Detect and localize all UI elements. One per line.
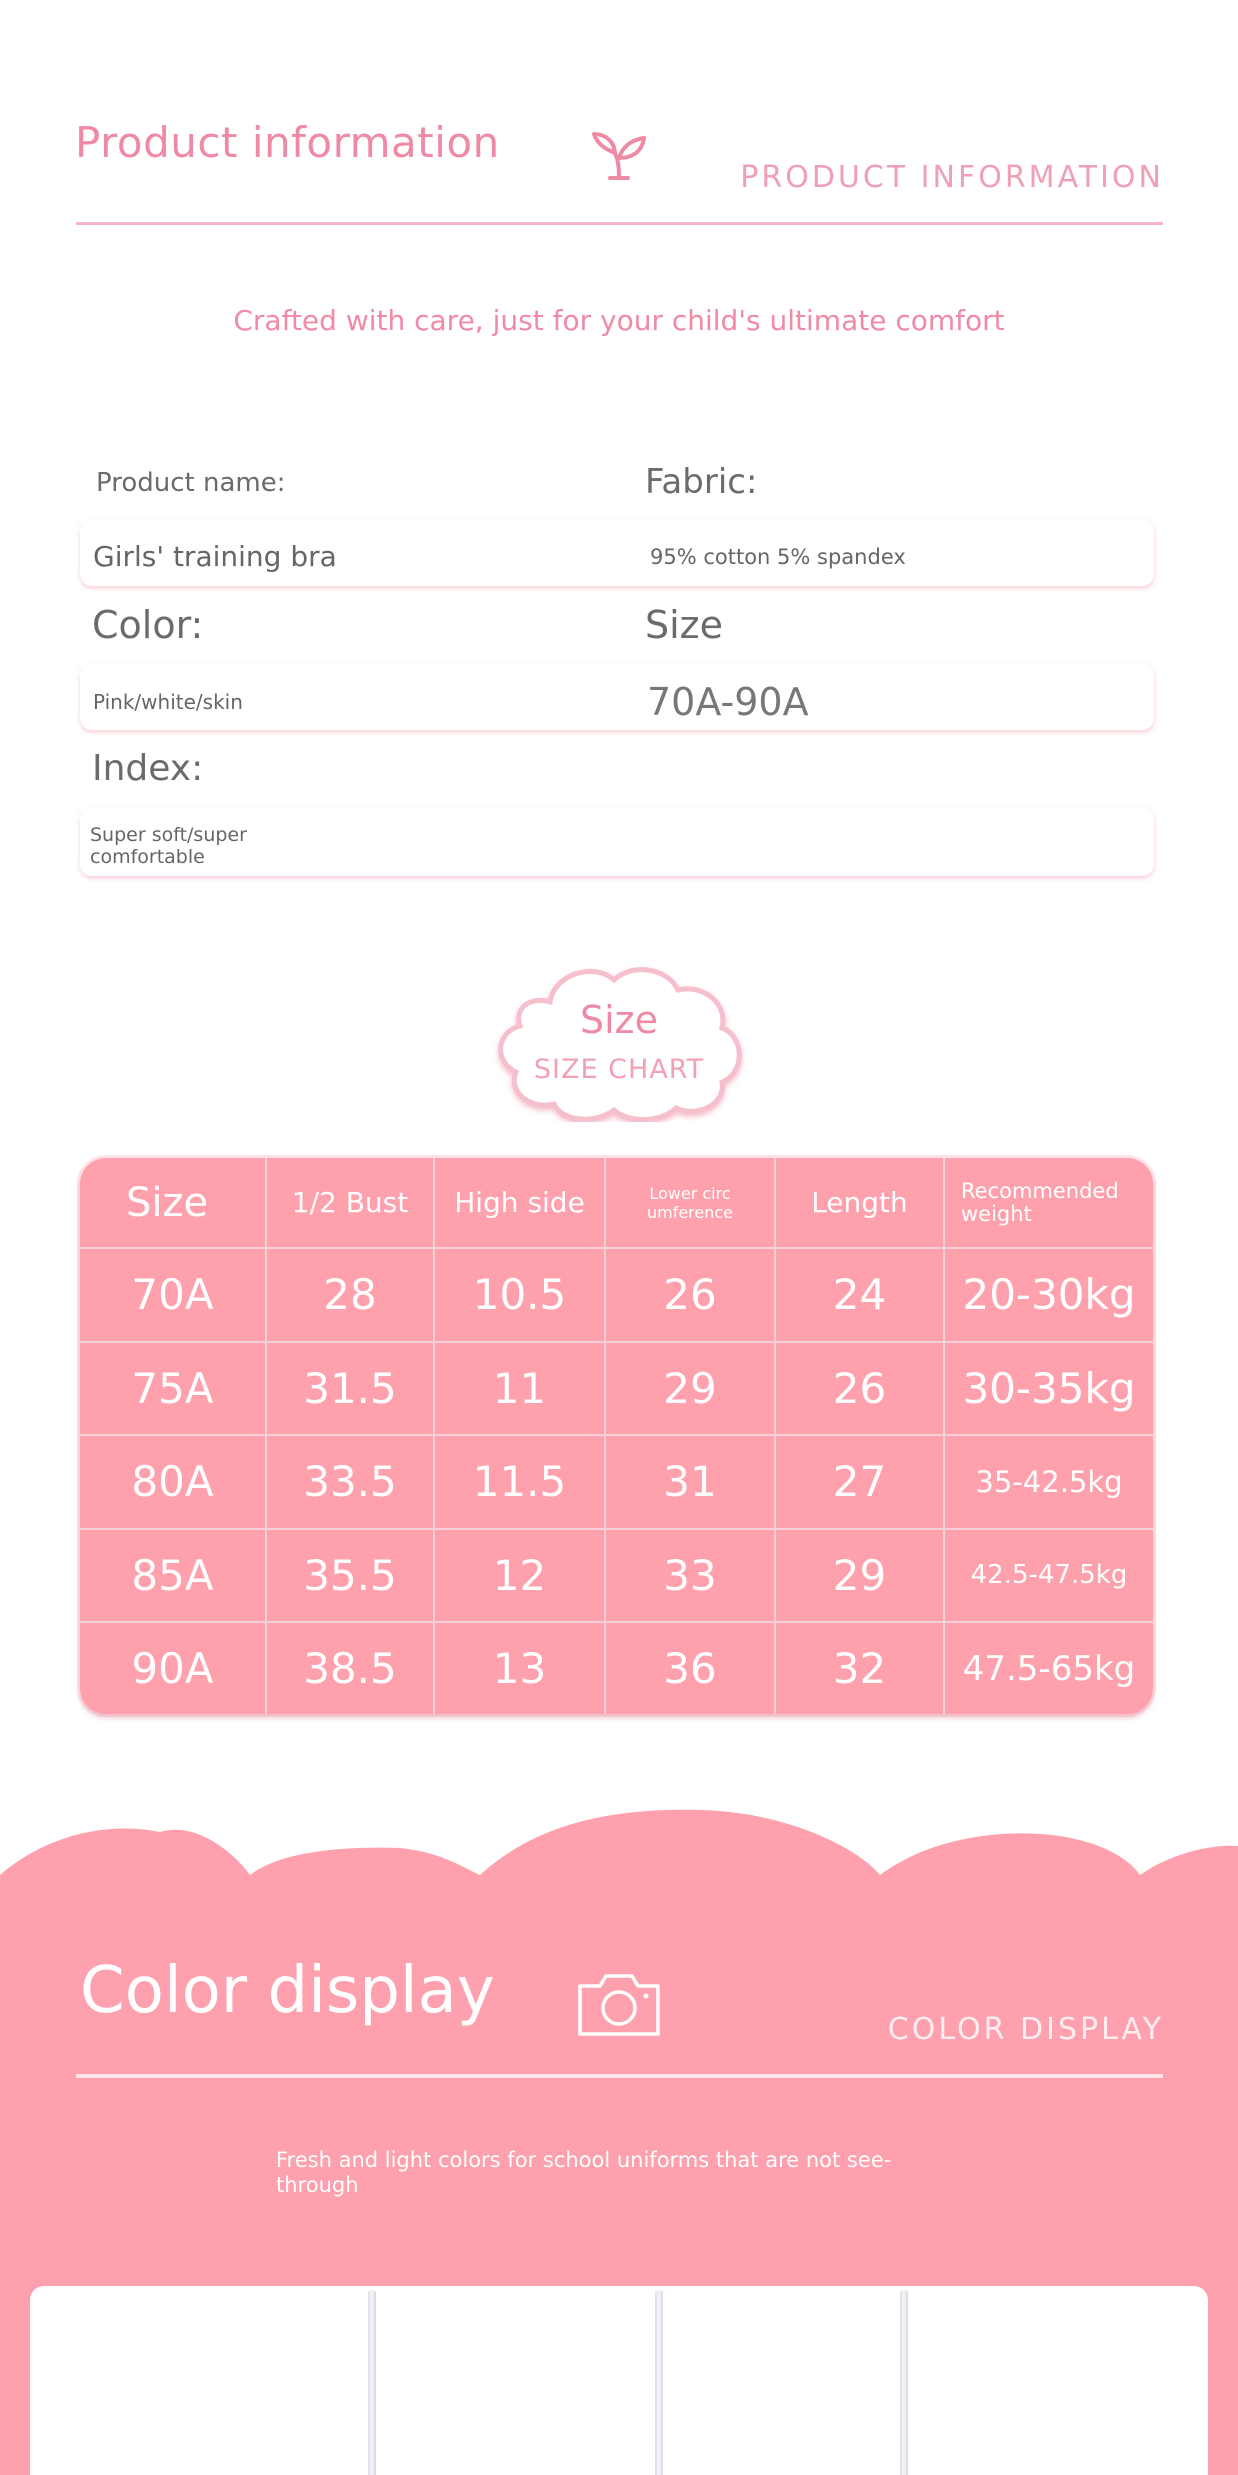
product-info-subtitle: PRODUCT INFORMATION [740,160,1164,195]
header-recommended-weight: Recommended weight [944,1158,1153,1248]
product-name-value: Girls' training bra [93,540,337,573]
table-cell: 29 [605,1342,775,1436]
table-cell: 31 [605,1435,775,1529]
table-cell: 90A [80,1622,266,1714]
table-cell: 47.5-65kg [944,1622,1153,1714]
table-cell: 11 [434,1342,605,1436]
size-label: Size [645,603,724,647]
table-cell: 29 [775,1529,944,1623]
strap-image [900,2290,908,2475]
product-tagline: Crafted with care, just for your child's ultimate comfort [233,304,1005,337]
table-cell: 28 [266,1248,434,1342]
table-cell: 30-35kg [944,1342,1153,1436]
table-header-row [80,1158,1153,1248]
table-cell: 20-30kg [944,1248,1153,1342]
table-cell: 36 [605,1622,775,1714]
fabric-label: Fabric: [645,462,758,502]
fabric-value: 95% cotton 5% spandex [650,545,906,569]
strap-image [655,2290,663,2475]
header-size: Size [80,1158,266,1248]
color-display-title: Color display [80,1954,495,2028]
table-cell: 75A [80,1342,266,1436]
product-info-title: Product information [75,118,500,167]
table-cell: 35.5 [266,1529,434,1623]
table-cell: 38.5 [266,1622,434,1714]
header-half-bust: 1/2 Bust [266,1158,434,1248]
table-cell: 11.5 [434,1435,605,1529]
product-photo-panel [30,2286,1208,2475]
product-name-label: Product name: [96,468,286,498]
strap-image [368,2290,376,2475]
size-chart-title: Size [579,998,658,1042]
size-chart-subtitle: SIZE CHART [533,1054,705,1085]
table-row [80,1622,1153,1714]
table-cell: 35-42.5kg [944,1435,1153,1529]
table-cell: 13 [434,1622,605,1714]
color-display-subtitle: COLOR DISPLAY [887,2012,1164,2047]
index-label: Index: [92,748,204,789]
table-row [80,1435,1153,1529]
table-cell: 26 [605,1248,775,1342]
header-high-side: High side [434,1158,605,1248]
camera-icon [574,1968,664,2040]
table-cell: 26 [775,1342,944,1436]
header-length: Length [775,1158,944,1248]
color-display-description: Fresh and light colors for school uniforms that are not see-through [276,2148,892,2197]
size-value: 70A-90A [647,680,809,724]
table-cell: 10.5 [434,1248,605,1342]
table-cell: 70A [80,1248,266,1342]
table-cell: 85A [80,1529,266,1623]
leaf-sprout-icon [588,126,650,182]
index-value: Super soft/super comfortable [90,824,247,868]
table-cell: 31.5 [266,1342,434,1436]
table-cell: 24 [775,1248,944,1342]
color-label: Color: [92,603,204,647]
table-cell: 80A [80,1435,266,1529]
table-cell: 12 [434,1529,605,1623]
table-cell: 33 [605,1529,775,1623]
table-cell: 27 [775,1435,944,1529]
table-cell: 42.5-47.5kg [944,1529,1153,1623]
header-divider [76,222,1163,225]
header-lower-circumference: Lower circ umference [605,1158,775,1248]
color-value: Pink/white/skin [93,690,243,714]
table-cell: 33.5 [266,1435,434,1529]
table-row [80,1248,1153,1342]
table-cell: 32 [775,1622,944,1714]
size-chart-table [80,1158,1153,1714]
cloud-icon [490,962,748,1122]
table-row [80,1529,1153,1623]
table-row [80,1342,1153,1436]
color-display-divider [76,2074,1163,2078]
